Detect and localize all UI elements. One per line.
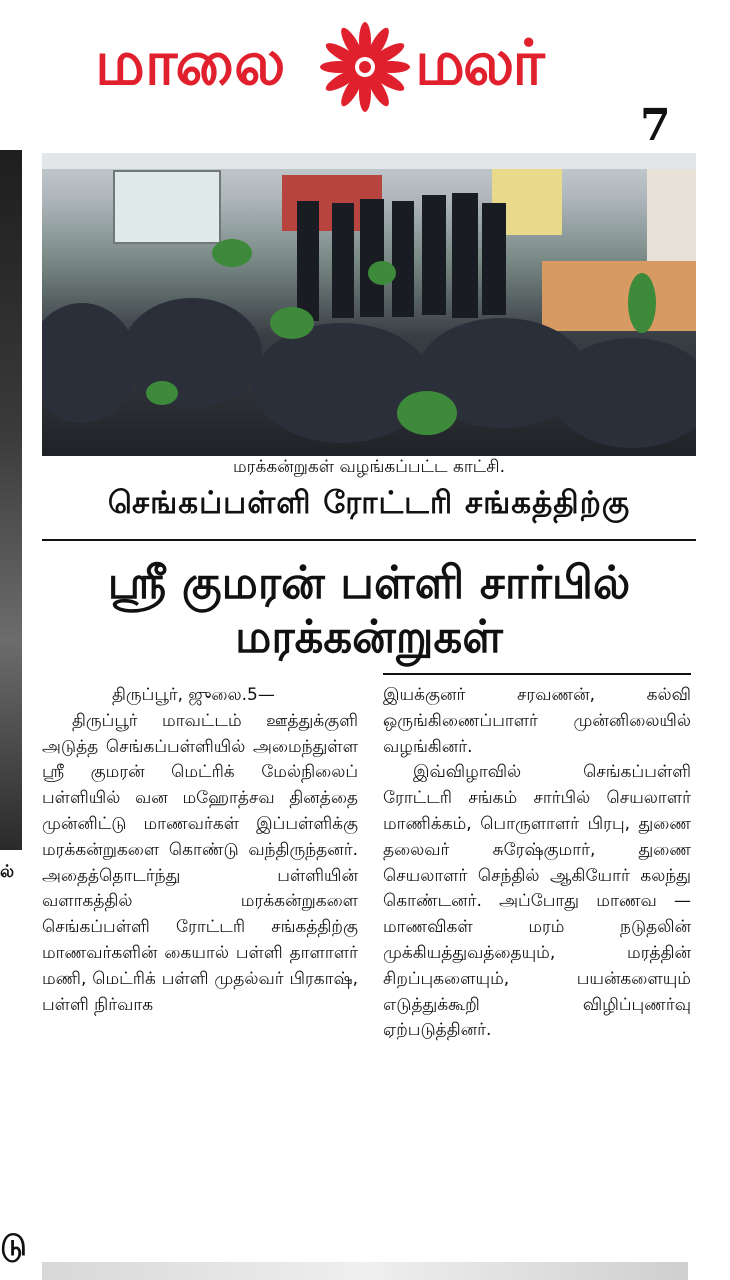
article-column-1: [42, 683, 358, 1018]
article-dateline: திருப்பூர், ஜுலை.5—: [112, 685, 275, 705]
article-paragraph: இயக்குனர் சரவணன், கல்வி ஒருங்கிணைப்பாளர் முன்னிலையில் வழங்கினர்.: [383, 685, 691, 757]
article-column-2: [383, 683, 691, 1044]
event-photo-scene: [42, 153, 696, 456]
photo-caption: மரக்கன்றுகள் வழங்கப்பட்ட காட்சி.: [232, 457, 505, 477]
article-paragraph: இவ்விழாவில் செங்கப்பள்ளி ரோட்டரி சங்கம் சார்பில் செயலாளர் மாணிக்கம், பொருளாளர் பிரபு, துணை தலைவர் சுரேஷ்குமார், துணை செயலாளர் செந்தில் ஆகியோர் கலந்து கொண்டனர். அப்போது மாணவ —மாணவிகள் மரம் நடுதலின் முக்கியத்துவத்தையும், மரத்தின் சிறப்புகளையும், பயன்களையும் எடுத்துக்கூறி விழிப்புணர்வு ஏற்படுத்தினர்.: [383, 762, 691, 1041]
adjacent-headline-fragment: டு: [0, 1228, 27, 1263]
masthead: [95, 20, 600, 115]
headline-line-1: செங்கப்பள்ளி ரோட்டரி சங்கத்திற்கு: [107, 485, 631, 521]
adjacent-column-fragment: ல்: [0, 862, 15, 882]
adjacent-page-photo-strip: [0, 150, 22, 850]
page-number: 7: [640, 100, 671, 151]
event-photo: [42, 153, 696, 456]
headline-divider: [42, 539, 696, 541]
headline-line-2: ஸ்ரீ குமரன் பள்ளி சார்பில் மரக்கன்றுகள்: [107, 556, 631, 663]
flower-logo-icon: [320, 22, 410, 112]
next-article-photo: [42, 1262, 688, 1280]
article-paragraph: திருப்பூர் மாவட்டம் ஊத்துக்குளி அடுத்த செங்கப்பள்ளியில் அமைந்துள்ள ஸ்ரீ குமரன் மெட்ரிக் மேல்நிலைப் பள்ளியில் வன மஹோத்சவ தினத்தை முன்னிட்டு மாணவர்கள் இப்பள்ளிக்கு மரக்கன்றுகளை கொண்டு வந்திருந்தனர். அதைத்தொடர்ந்து பள்ளியின் வளாகத்தில் மரக்கன்றுகளை செங்கப்பள்ளி ரோட்டரி சங்கத்திற்கு மாணவர்களின் கையால் பள்ளி தாளாளர் மணி, மெட்ரிக் பள்ளி முதல்வர் பிரகாஷ், பள்ளி நிர்வாக: [42, 710, 358, 1015]
column-divider: [383, 673, 691, 675]
masthead-left-word: மாலை: [95, 26, 284, 99]
masthead-right-word: மலர்: [415, 26, 543, 99]
